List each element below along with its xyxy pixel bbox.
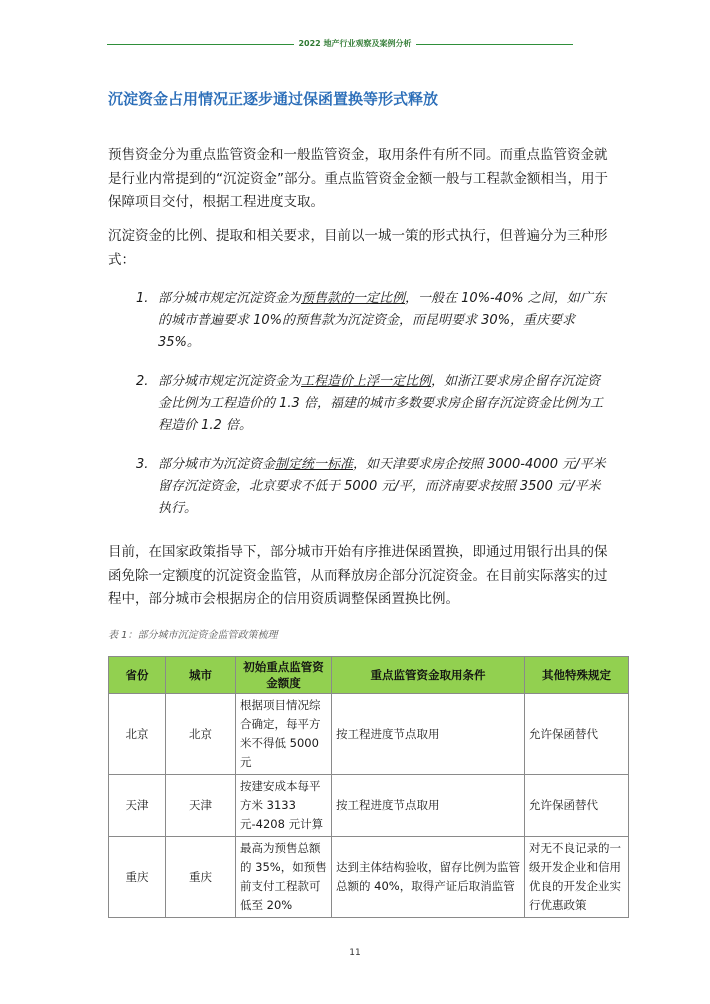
list-item [108,288,610,354]
cell-city: 北京 [166,694,236,775]
cell-initial-amount: 最高为预售总额的 35%，如预售前支付工程款可低至 20% [236,837,332,918]
cell-city: 重庆 [166,837,236,918]
policy-table [108,656,629,918]
page-number: 11 [349,948,361,958]
list-text: 部分城市规定沉淀资金为 [158,291,302,306]
running-header-text: 2022 地产行业观察及案例分析 [294,39,415,48]
cell-special-rules: 对无不良记录的一级开发企业和信用优良的开发企业实行优惠政策 [525,837,629,918]
list-number: 2. [136,374,149,389]
cell-province: 重庆 [109,837,166,918]
cell-province: 北京 [109,694,166,775]
header-city: 城市 [166,657,236,694]
list-emphasis: 预售款的一定比例 [301,291,406,306]
list-number: 1. [136,291,149,306]
cell-withdraw-conditions: 按工程进度节点取用 [332,775,525,837]
cell-withdraw-conditions: 达到主体结构验收，留存比例为监管总额的 40%，取得产证后取消监管 [332,837,525,918]
running-header [0,38,710,49]
table-row [109,694,629,775]
list-item [108,371,610,437]
header-special-rules: 其他特殊规定 [525,657,629,694]
list-text: ，一般在 10%-40% 之间，如广东的城市普遍要求 10%的预售款为沉淀资金，而昆明要求 30%，重庆要求 35%。 [158,291,606,350]
table-row [109,837,629,918]
list-text: ，如浙江要求房企留存沉淀资金比例为工程造价的 1.3 倍，福建的城市多数要求房企留存沉淀资金比例为工程造价 1.2 倍。 [158,374,603,433]
list-emphasis: 工程造价上浮一定比例 [301,374,432,389]
list-text: ，如天津要求房企按照 3000-4000 元/平米留存沉淀资金，北京要求不低于 5000 元/平，而济南要求按照 3500 元/平米执行。 [158,457,606,516]
header-initial-amount: 初始重点监管资金额度 [236,657,332,694]
table-header-row [109,657,629,694]
table-caption: 表 1：部分城市沉淀资金监管政策梳理 [108,630,278,641]
list-text: 部分城市为沉淀资金 [158,457,276,472]
table-row [109,775,629,837]
list-item [108,454,610,520]
section-title: 沉淀资金占用情况正逐步通过保函置换等形式释放 [108,90,439,108]
cell-city: 天津 [166,775,236,837]
header-province: 省份 [109,657,166,694]
list-text: 部分城市规定沉淀资金为 [158,374,302,389]
cell-initial-amount: 按建安成本每平方米 3133 元-4208 元计算 [236,775,332,837]
paragraph-three-forms: 沉淀资金的比例、提取和相关要求，目前以一城一策的形式执行，但普遍分为三种形式： [108,228,608,268]
paragraph-guarantee-replacement: 目前，在国家政策指导下，部分城市开始有序推进保函置换，即通过用银行出具的保函免除一定额度的沉淀资金监管，从而释放房企部分沉淀资金。在目前实际落实的过程中，部分城市会根据房企的信用资质调整保函置换比例。 [108,544,608,607]
cell-special-rules: 允许保函替代 [525,694,629,775]
paragraph-presale-funds: 预售资金分为重点监管资金和一般监管资金，取用条件有所不同。而重点监管资金就是行业内常提到的“沉淀资金”部分。重点监管资金金额一般与工程款金额相当，用于保障项目交付，根据工程进度支取。 [108,147,608,210]
cell-withdraw-conditions: 按工程进度节点取用 [332,694,525,775]
header-withdraw-conditions: 重点监管资金取用条件 [332,657,525,694]
cell-initial-amount: 根据项目情况综合确定，每平方米不得低 5000 元 [236,694,332,775]
list-number: 3. [136,457,149,472]
cell-special-rules: 允许保函替代 [525,775,629,837]
cell-province: 天津 [109,775,166,837]
forms-list [108,288,610,537]
list-emphasis: 制定统一标准 [275,457,354,472]
